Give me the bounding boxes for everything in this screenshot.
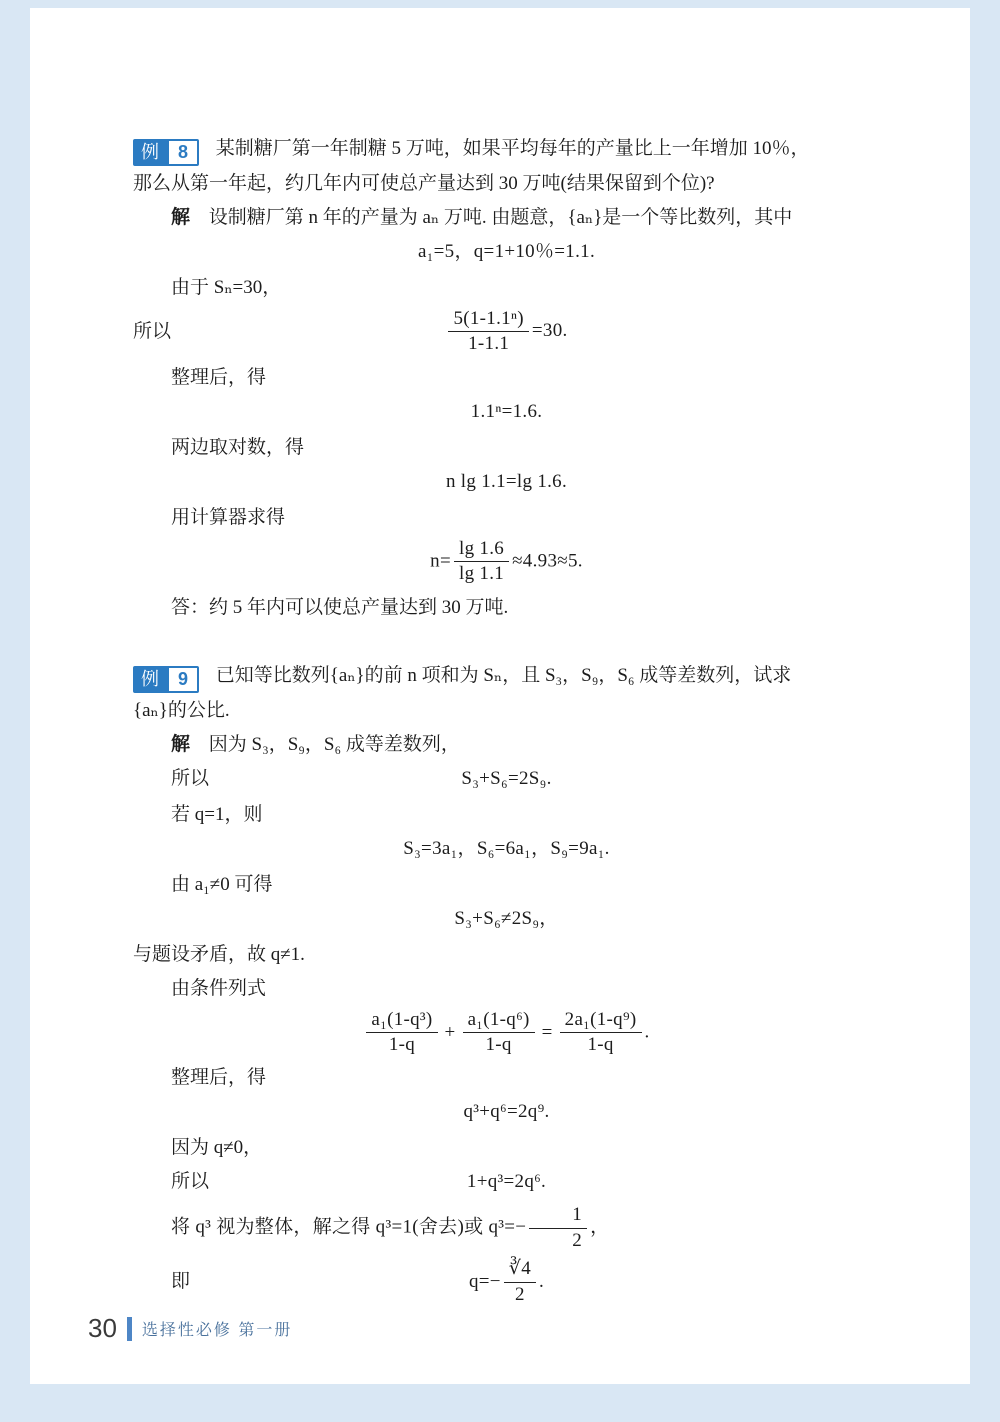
- ex8-line-log: 两边取对数，得: [171, 436, 305, 458]
- ex9-solve-text-end: ，: [590, 1216, 610, 1238]
- ex9-formula-q1-case: S₃=3a₁，S₆=6a₁，S₉=9a₁.: [403, 837, 610, 859]
- ex9-question-text-1: 已知等比数列{aₙ}的前 n 项和为 Sₙ，且 S₃，S₉，S₆ 成等差数列，试求: [215, 664, 792, 686]
- ex8-line-calc: 用计算器求得: [171, 506, 286, 528]
- example-badge-number: 8: [167, 139, 199, 166]
- solution-label: 解: [171, 207, 191, 228]
- ex9-final-lhs: q=−: [468, 1270, 501, 1292]
- ex9-line-simplify: 整理后，得: [171, 1067, 267, 1089]
- ex8-line-simplify: 整理后，得: [171, 366, 267, 388]
- solution-label: 解: [171, 733, 191, 755]
- fraction: [454, 538, 509, 586]
- fraction-numerator: 1: [529, 1204, 587, 1228]
- ex9-solve-text: 将 q³ 视为整体，解之得 q³=1(舍去)或 q³=−: [171, 1216, 527, 1238]
- ex8-line-so: [133, 306, 880, 358]
- ex9-formula-reduced: 1+q³=2q⁶.: [466, 1171, 547, 1193]
- ex9-condition-equation-period: .: [644, 1020, 650, 1042]
- ex9-line-contradiction: 与题设矛盾，故 q≠1.: [133, 943, 305, 965]
- ex8-formula-log: n lg 1.1=lg 1.6.: [445, 470, 568, 492]
- fraction: [560, 1009, 642, 1057]
- fraction-denominator: 2: [514, 1283, 525, 1305]
- ex9-line-if-q1: 若 q=1，则: [171, 803, 263, 825]
- fraction-numerator: 5(1-1.1ⁿ): [448, 308, 528, 332]
- ex8-formula-sum-equation: [445, 308, 568, 355]
- fraction: [366, 1009, 437, 1057]
- fraction-numerator: ∛4: [504, 1258, 536, 1282]
- ex8-n-equation-lhs: n=: [430, 550, 451, 572]
- example-8: [133, 133, 880, 624]
- ex9-question-line2: {aₙ}的公比.: [133, 699, 230, 721]
- ex8-question-line2: 那么从第一年起，约几年内可使总产量达到 30 万吨(结果保留到个位)?: [133, 173, 715, 194]
- ex8-n-equation-rhs: ≈4.93≈5.: [512, 550, 583, 572]
- ex8-formula-n-value: [133, 536, 880, 588]
- ex9-so-label-2: 所以: [171, 1171, 210, 1193]
- ex8-answer: 答：约 5 年内可以使总产量达到 30 万吨.: [171, 596, 509, 618]
- fraction-denominator: 1-1.1: [468, 333, 510, 355]
- ex8-line-since: 由于 Sₙ=30，: [171, 277, 282, 298]
- ex9-ie-label: 即: [171, 1271, 191, 1293]
- footer-divider-bar: [127, 1317, 132, 1341]
- ex9-line-by-a1: 由 a₁≠0 可得: [171, 873, 273, 895]
- ex8-question-line1: [133, 133, 880, 166]
- ex9-formula-power-equation: q³+q⁶=2q⁹.: [463, 1101, 550, 1123]
- fraction-denominator: lg 1.1: [458, 563, 505, 585]
- fraction: [448, 308, 528, 356]
- fraction-numerator: 2a₁(1-q⁹): [560, 1009, 642, 1033]
- ex8-solution-intro: [133, 202, 880, 234]
- fraction-denominator: 2: [572, 1229, 583, 1251]
- ex8-so-label: 所以: [133, 320, 172, 342]
- ex9-line-so-1: [133, 763, 880, 795]
- ex9-formula-arith-condition: S₃+S₆=2S₉.: [461, 767, 552, 789]
- example-badge-label: 例: [133, 666, 167, 693]
- ex9-so-label-1: 所以: [171, 767, 210, 789]
- ex9-question-line1: [133, 660, 880, 693]
- fraction-denominator: 1-q: [587, 1034, 614, 1056]
- ex9-condition-equation: [133, 1007, 880, 1059]
- ex8-formula-initial-values: a₁=5，q=1+10％=1.1.: [417, 241, 596, 262]
- ex9-solution-intro-text: 因为 S₃，S₉，S₆ 成等差数列，: [208, 733, 460, 755]
- ex8-solution-intro-text: 设制糖厂第 n 年的产量为 aₙ 万吨. 由题意，{aₙ}是一个等比数列，其中: [208, 207, 793, 228]
- example-badge-label: 例: [133, 139, 167, 166]
- page-number: 30: [88, 1313, 117, 1343]
- example-badge-number: 9: [167, 666, 199, 693]
- ex8-formula-power: 1.1ⁿ=1.6.: [470, 400, 543, 422]
- fraction-numerator: lg 1.6: [454, 538, 509, 562]
- ex9-line-condition: 由条件列式: [171, 977, 267, 999]
- example-9: [133, 660, 880, 1308]
- fraction-denominator: 1-q: [388, 1034, 416, 1056]
- ex9-formula-not-equal: S₃+S₆≠2S₉，: [454, 907, 559, 929]
- fraction: [504, 1258, 536, 1306]
- page-content: [30, 8, 970, 1308]
- ex9-line-because: 因为 q≠0，: [171, 1137, 263, 1159]
- ex9-final-period: .: [539, 1270, 545, 1292]
- ex9-final-answer: [468, 1258, 545, 1305]
- fraction: [529, 1204, 587, 1252]
- book-title: 选择性必修 第一册: [141, 1322, 293, 1339]
- example-8-badge: [133, 139, 199, 166]
- plus-operator: +: [444, 1021, 456, 1043]
- fraction-denominator: 1-q: [485, 1034, 512, 1056]
- ex9-solution-intro: [133, 729, 880, 761]
- fraction-numerator: a₁(1-q³): [366, 1009, 437, 1033]
- ex8-question-text-1: 某制糖厂第一年制糖 5 万吨，如果平均每年的产量比上一年增加 10％，: [215, 138, 810, 159]
- page-footer: [88, 1313, 292, 1344]
- ex9-line-solve: [133, 1202, 880, 1254]
- equals-operator: =: [541, 1021, 553, 1043]
- ex8-sum-equation-rhs: =30.: [531, 320, 568, 342]
- ex9-line-so-2: [133, 1166, 880, 1198]
- example-9-badge: [133, 666, 199, 693]
- fraction-numerator: a₁(1-q⁶): [463, 1009, 535, 1033]
- textbook-page: [30, 8, 970, 1384]
- fraction: [463, 1009, 535, 1057]
- ex9-line-final: [133, 1256, 880, 1308]
